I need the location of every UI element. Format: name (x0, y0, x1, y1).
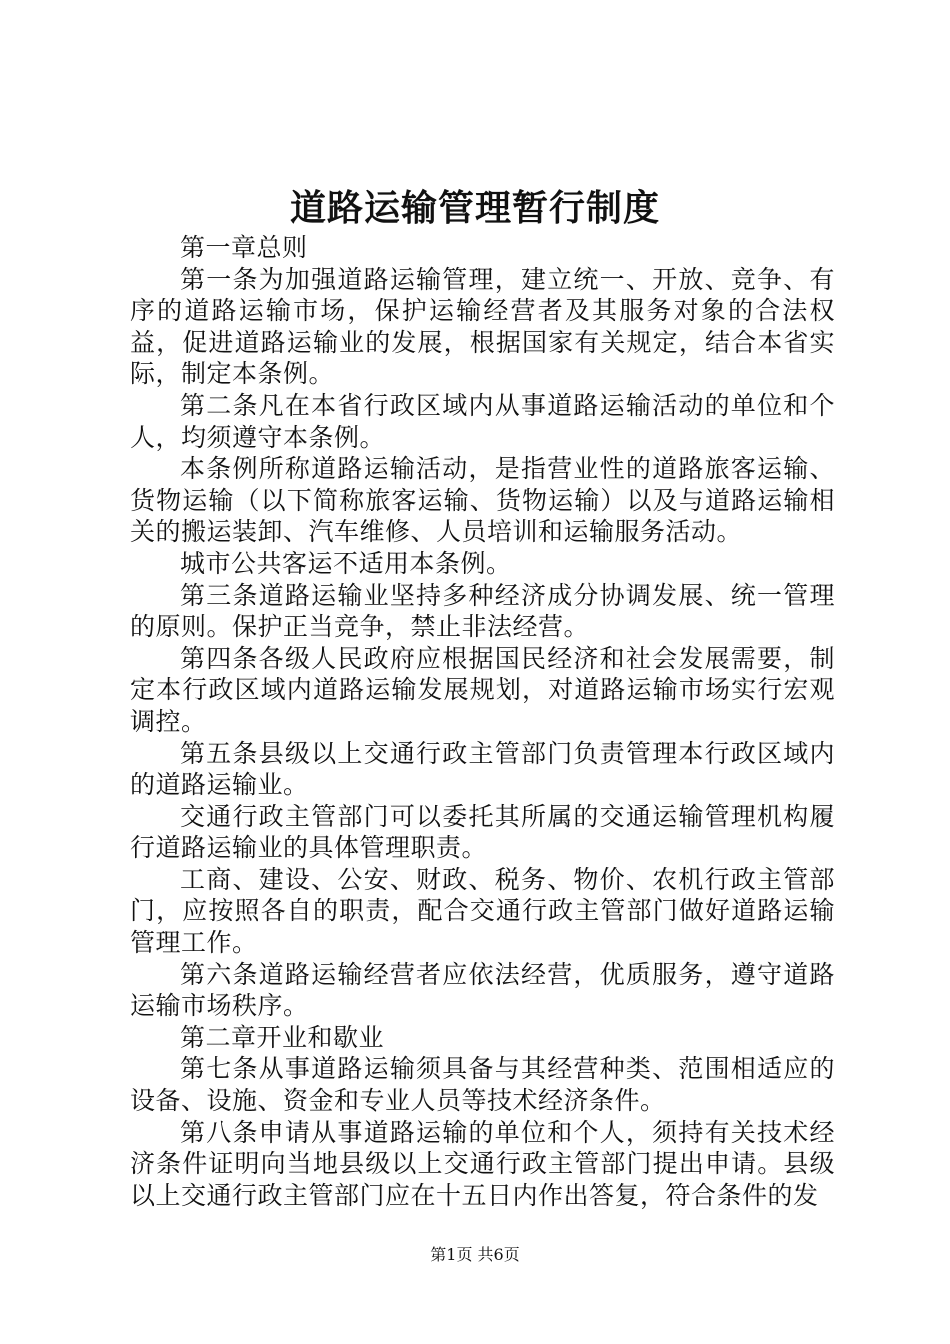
document-title: 道路运输管理暂行制度 (289, 187, 660, 229)
article-paragraph: 第六条道路运输经营者应依法经营，优质服务，遵守道路运输市场秩序。 (130, 959, 835, 1021)
article-paragraph: 城市公共客运不适用本条例。 (180, 548, 512, 578)
chapter-heading: 第一章总则 (180, 233, 308, 262)
article-paragraph: 本条例所称道路运输活动，是指营业性的道路旅客运输、货物运输（以下简称旅客运输、货物运输）以及与道路运输相关的搬运装卸、汽车维修、人员培训和运输服务活动。 (130, 454, 835, 547)
article-paragraph: 工商、建设、公安、财政、税务、物价、农机行政主管部门，应按照各自的职责，配合交通行政主管部门做好道路运输管理工作。 (130, 864, 835, 958)
page-number-footer: 第1页 共6页 (430, 1245, 520, 1264)
article-paragraph: 交通行政主管部门可以委托其所属的交通运输管理机构履行道路运输业的具体管理职责。 (130, 801, 835, 863)
article-paragraph: 第七条从事道路运输须具备与其经营种类、范围相适应的设备、设施、资金和专业人员等技术经济条件。 (130, 1054, 835, 1116)
article-paragraph: 第八条申请从事道路运输的单位和个人，须持有关技术经济条件证明向当地县级以上交通行政主管部门提出申请。县级以上交通行政主管部门应在十五日内作出答复，符合条件的发 (130, 1117, 835, 1210)
chapter-heading: 第二章开业和歇业 (180, 1022, 385, 1052)
article-paragraph: 第四条各级人民政府应根据国民经济和社会发展需要，制定本行政区域内道路运输发展规划，对道路运输市场实行宏观调控。 (130, 643, 835, 736)
article-paragraph: 第三条道路运输业坚持多种经济成分协调发展、统一管理的原则。保护正当竞争，禁止非法经营。 (130, 580, 835, 642)
article-paragraph: 第五条县级以上交通行政主管部门负责管理本行政区域内的道路运输业。 (130, 738, 835, 800)
article-paragraph: 第二条凡在本省行政区域内从事道路运输活动的单位和个人，均须遵守本条例。 (130, 390, 835, 452)
article-paragraph: 第一条为加强道路运输管理，建立统一、开放、竞争、有序的道路运输市场，保护运输经营者及其服务对象的合法权益，促进道路运输业的发展，根据国家有关规定，结合本省实际，制定本条例。 (130, 264, 835, 389)
document-body (130, 232, 835, 1211)
